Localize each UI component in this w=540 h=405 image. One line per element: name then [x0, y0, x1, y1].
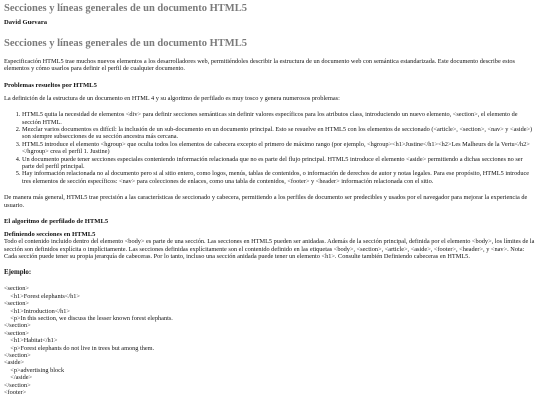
- subsection-heading: Definiendo secciones en HTML5: [4, 231, 96, 239]
- intro-paragraph: Especificación HTML5 trae muchos nuevos elementos a los desarrolladores web, permitiéndoles describir la estructura de un documento web con semántica estandarizada. Este documento describe estos elementos y cómo usarlos para definir el perfil de cualquier documento.: [4, 58, 515, 73]
- code-line: <footer>: [4, 389, 27, 396]
- code-line: <section>: [4, 329, 29, 337]
- subsection-paragraph: Todo el contenido incluido dentro del elemento <body> es parte de una sección. Las secciones en HTML5 pueden ser anidadas. Además de la sección principal, definida por el elemento <body>, los límites de la sección son definidos explícita o implícitamente. Las secciones definidas explícitamente son el contenido definido en las etiquetas <body>, <section>, <article>, <aside>, <footer>, <header>, y <nav>. Nota: Cada sección puede tener su propia jerarquía de cabeceras. Por lo tanto, incluso una sección anidada puede tener un elemento <h1>. Consulte también Definiendo cabeceras en HTML5.: [4, 238, 535, 260]
- code-line: <section>: [4, 285, 29, 293]
- code-line: <p>Forest elephants do not live in trees but among them.: [4, 344, 155, 352]
- list-item: 4. Un documento puede tener secciones especiales conteniendo información relacionada que no es parte del flujo principal. HTML5 introduce el elemento <aside> permitiendo a dichas secciones no ser parte del perfil principal.: [22, 156, 536, 171]
- code-line: <section>: [4, 300, 29, 308]
- list-item: 3. HTML5 introduce el elemento <hgroup> que oculta todos los elementos de cabecera excepto el primero de máximo rango (por ejemplo, <hgroup><h1>Justine</h1><h2>Les Malheurs de la Vertu</h2></hgroup> crea el perfil 1. Justine): [22, 141, 536, 156]
- list-item: 2. Mezclar varios documentos es difícil: la inclusión de un sub-documento en un documento principal. Esto se resuelve en HTML5 con los elementos de seccionado (<article>, <section>, <nav> y <aside>) son siempre subsecciones de su sección ancestra más cercana.: [22, 126, 536, 141]
- author-name: David Guevara: [4, 19, 48, 26]
- page-title: Secciones y líneas generales de un documento HTML5: [4, 3, 247, 14]
- document-heading: Secciones y líneas generales de un documento HTML5: [4, 38, 247, 49]
- section-heading-problems: Problemas resueltos por HTML5: [4, 81, 97, 89]
- list-item: 1. HTML5 quita la necesidad de elementos <div> para definir secciones semánticas sin definir valores específicos para los atributos class, introduciendo un nuevo elemento, <section>, el elemento de sección HTML.: [22, 111, 536, 126]
- code-line: <p>In this section, we discuss the lesser known forest elephants.: [4, 314, 173, 322]
- code-line: </aside>: [4, 374, 33, 382]
- code-line: <h1>Introduction</h1>: [4, 307, 70, 315]
- code-line: </section>: [4, 351, 31, 359]
- code-line: </section>: [4, 381, 31, 389]
- problems-outro: De manera más general, HTML5 trae precisión a las características de seccionado y cabecera, permitiendo a los perfiles de documento ser predecibles y usados por el navegador para mejorar la experiencia de usuario.: [4, 194, 528, 209]
- code-line: <h1>Forest elephants</h1>: [4, 292, 80, 300]
- code-line: <aside>: [4, 359, 25, 367]
- problems-intro: La definición de la estructura de un documento en HTML 4 y su algoritmo de perfilado es muy tosco y genera numerosos problemas:: [4, 94, 340, 102]
- section-heading-algorithm: El algoritmo de perfilado de HTML5: [4, 218, 109, 226]
- code-line: <p>advertising block: [4, 366, 65, 374]
- code-line: </section>: [4, 322, 31, 330]
- list-item: 5. Hay información relacionada no al documento pero si al sitio entero, como logos, menús, tablas de contenidos, o información de derechos de autor y notas legales. Para ese propósito, HTML5 introduce tres elementos de sección específicos: <nav> para colecciones de enlaces, como una tabla de contenidos, <footer> y <header> información relacionada con el sitio.: [22, 170, 536, 185]
- example-label: Ejemplo:: [4, 269, 32, 277]
- problems-list: [4, 111, 536, 185]
- code-block: [4, 285, 536, 396]
- code-line: <h1>Habitat</h1>: [4, 337, 58, 345]
